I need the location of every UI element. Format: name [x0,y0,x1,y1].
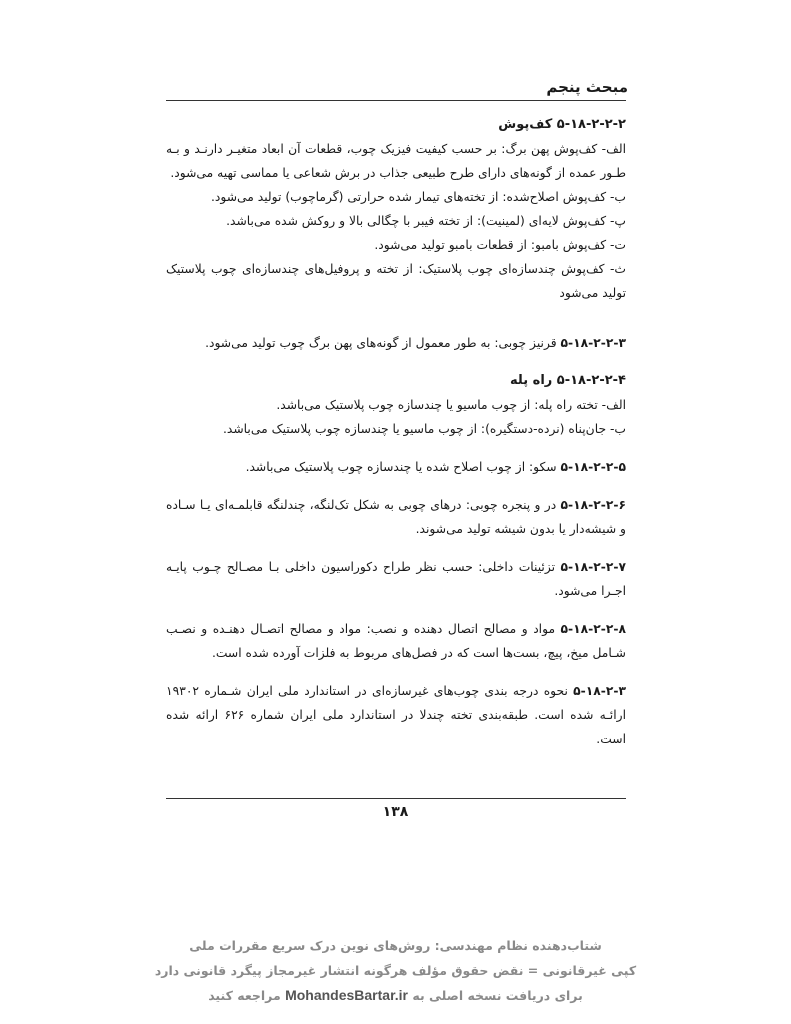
section-grading [166,679,626,751]
website-link[interactable]: MohandesBartar.ir [285,987,408,1003]
list-item: ب- کف‌پوش اصلاح‌شده: از تخته‌های تیمار شده حرارتی (گرماچوب) تولید می‌شود. [210,190,626,204]
watermark-text: مراجعه کنید [208,988,281,1003]
watermark-line: کپی غیرقانونی = نقض حقوق مؤلف هرگونه انتشار غیرمجاز پیگرد قانونی دارد [154,963,637,978]
footer-divider [166,798,626,799]
section-heading: ۵-۱۸-۲-۲-۲ کف‌پوش [498,117,626,132]
section-number: ۵-۱۸-۲-۲-۳ [560,336,626,350]
section-interior-decor [166,555,626,603]
section-deck [166,455,626,479]
list-item: الف- کف‌پوش پهن برگ: بر حسب کیفیت فیزیک چوب، قطعات آن ابعاد متغیـر دارنـد و بـه طـور عمده از گونه‌های دارای طرح طبیعی جذاب در برش شعاعی یا مماسی تهیه می‌شود. [166,142,626,180]
section-number: ۵-۱۸-۲-۳ [573,684,626,698]
section-heading: ۵-۱۸-۲-۲-۴ راه پله [510,373,626,388]
watermark-text: برای دریافت نسخه اصلی به [412,988,583,1003]
paragraph-text: نحوه درجه بندی چوب‌های غیرسازه‌ای در استاندارد ملی ایران شـماره ۱۹۳۰۲ ارائـه شده است. طبقه‌بندی تخته چندلا در استاندارد ملی ایران شماره ۶۲۶ ارائه شده است. [166,684,626,746]
section-flooring [166,113,626,305]
section-fasteners [166,617,626,665]
paragraph-text: تزئینات داخلی: حسب نظر طراح دکوراسیون داخلی بـا مصـالح چـوب پایـه اجـرا می‌شود. [166,560,626,598]
list-item: الف- تخته راه پله: از چوب ماسیو یا چندسازه چوب پلاستیک می‌باشد. [276,398,626,412]
section-number: ۵-۱۸-۲-۲-۶ [560,498,626,512]
section-number: ۵-۱۸-۲-۲-۵ [560,460,626,474]
section-stairs [166,369,626,441]
section-baseboard [166,331,626,355]
section-number: ۵-۱۸-۲-۲-۸ [560,622,626,636]
list-item: ب- جان‌پناه (نرده-دستگیره): از چوب ماسیو یا چندسازه چوب پلاستیک می‌باشد. [223,422,626,436]
section-number: ۵-۱۸-۲-۲-۷ [560,560,626,574]
list-item: ت- کف‌پوش بامبو: از قطعات بامبو تولید می‌شود. [374,238,626,252]
document-body [166,113,626,765]
paragraph [166,555,626,603]
watermark-line: شتاب‌دهنده نظام مهندسی: روش‌های نوین درک سریع مقررات ملی [189,938,602,953]
chapter-title: مبحث پنجم [546,78,628,96]
header-divider [166,100,626,101]
paragraph-text: سکو: از چوب اصلاح شده یا چندسازه چوب پلاستیک می‌باشد. [245,460,557,474]
page-number: ۱۳۸ [382,804,409,820]
paragraph-text: قرنیز چوبی: به طور معمول از گونه‌های پهن برگ چوب تولید می‌شود. [205,336,557,350]
paragraph [166,493,626,541]
paragraph [166,331,626,355]
watermark-line [0,983,791,1008]
section-doors-windows [166,493,626,541]
list-item: پ- کف‌پوش لایه‌ای (لمینیت): از تخته فیبر با چگالی بالا و روکش شده می‌باشد. [226,214,626,228]
paragraph-text: مواد و مصالح اتصال دهنده و نصب: مواد و مصالح اتصـال دهنـده و نصـب شـامل میخ، پیچ، بست‌ها است که در فصل‌های مربوط به فلزات آورده شده است. [166,622,626,660]
paragraph-text: در و پنجره چوبی: درهای چوبی به شکل تک‌لنگه، چندلنگه قابلمـه‌ای یـا سـاده و شیشه‌دار یا بدون شیشه تولید می‌شوند. [166,498,626,536]
paragraph [166,679,626,751]
copyright-watermark [0,933,791,1008]
list-item: ث- کف‌پوش چندسازه‌ای چوب پلاستیک: از تخته و پروفیل‌های چندسازه‌ای چوب پلاستیک تولید می‌شود [166,262,626,300]
paragraph [166,617,626,665]
paragraph [166,455,626,479]
